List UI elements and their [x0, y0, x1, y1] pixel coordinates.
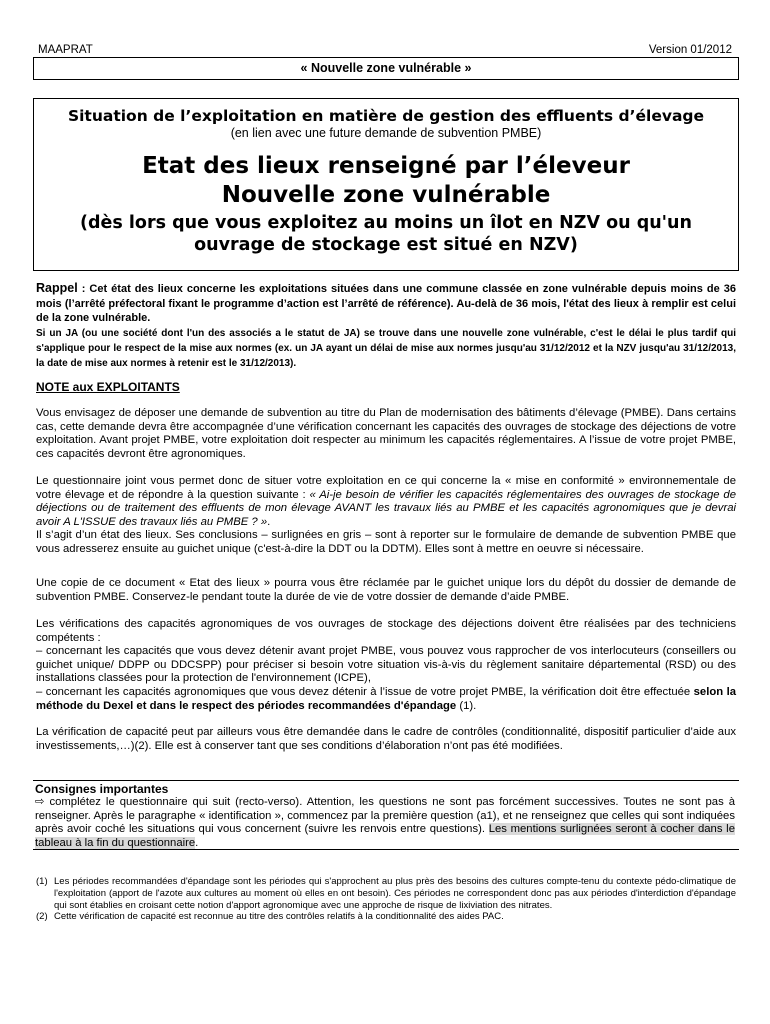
- dexel-method: selon la méthode du Dexel et dans le respect des périodes recommandées d'épandage: [36, 685, 736, 712]
- consignes-title: Consignes importantes: [35, 782, 169, 796]
- scope-note-line2: ouvrage de stockage est situé en NZV): [194, 235, 578, 255]
- footnote-text: Les périodes recommandées d'épandage sont les périodes qui s'approchent au plus près des besoins des cultures compte-tenu du contexte pédo-climatique de l'exploitation (apport de l'azote aux cultures au moment où elles en ont besoin). Ces périodes ne correspondent donc pas aux périodes d'interdiction d'épandage qui sont établies en croisant cette notion d'apport agronomique avec une approche de risque de lixiviation des nitrates.: [54, 876, 736, 911]
- verifications-item-2: – concernant les capacités agronomiques que vous devez détenir à l’issue de votre projet PMBE, la vérification doit être effectuée: [36, 685, 694, 698]
- title-box: [33, 98, 739, 271]
- footnote: [36, 911, 736, 923]
- document-title-line1: Etat des lieux renseigné par l’éleveur: [142, 153, 630, 179]
- scope-note: [34, 212, 738, 256]
- paragraph-questionnaire: [36, 475, 736, 557]
- questionnaire-text: Le questionnaire joint vous permet donc de situer votre exploitation en ce qui concerne la « mise en conformité » environnementale de votre élevage et de répondre à la question suivante :: [36, 475, 736, 501]
- note-title: NOTE aux EXPLOITANTS: [36, 380, 180, 394]
- ministry-label: MAAPRAT: [38, 44, 93, 56]
- zone-banner: « Nouvelle zone vulnérable »: [33, 57, 739, 80]
- paragraph-verifications: [36, 618, 736, 713]
- paragraph-controls: La vérification de capacité peut par ailleurs vous être demandée dans le cadre de contrôles (conditionnalité, dispositif particulier d’aide aux investissements,…)(2). Elle est à conserver tant que ses conditions d’élaboration n’ont pas été modifiées.: [36, 726, 736, 752]
- rappel-text: : Cet état des lieux concerne les exploitations situées dans une commune classée en zone vulnérable depuis moins de 36 mois (l’arrêté préfectoral fixant le programme d’action est l’arrêté de référence). Au-delà de 36 mois, l'état des lieux à remplir est celui de la zone vulnérable.: [36, 283, 736, 324]
- etat-des-lieux-text: Il s’agit d’un état des lieux. Ses conclusions – surlignées en gris – sont à reporter sur le formulaire de demande de subvention PMBE que vous adresserez ensuite au guichet unique (c'est-à-dire la DDT ou la DDTM). Elles sont à mettre en oeuvre si nécessaire.: [36, 529, 736, 555]
- rappel-ja-lead: Si un JA (ou une société dont l'un des associés a le statut de JA): [36, 327, 360, 339]
- verifications-item-1: – concernant les capacités que vous devez détenir avant projet PMBE, vous pouvez vous rapprocher de vos interlocuteurs (conseillers ou guichet unique/ DDPP ou DDCSPP) pour préciser si besoin votre situation vis-à-vis du règlement sanitaire départemental (RSD) ou des installations classées pour la protection de l'environnement (ICPE),: [36, 645, 736, 685]
- footnotes: [36, 876, 736, 923]
- document-title-line2: Nouvelle zone vulnérable: [221, 182, 551, 208]
- paragraph-intro: Vous envisagez de déposer une demande de subvention au titre du Plan de modernisation des bâtiments d’élevage (PMBE). Dans certains cas, cette demande devra être accompagnée d’une vérification concernant les capacités des ouvrages de stockage des déjections de votre exploitation. Avant projet PMBE, votre exploitation doit respecter au minimum les capacités réglementaires. A l’issue de votre projet PMBE, ces capacités devront être agronomiques.: [36, 407, 736, 460]
- situation-title: Situation de l’exploitation en matière de gestion des effluents d’élevage: [67, 107, 705, 125]
- consignes-text: [35, 796, 735, 850]
- rappel-label: Rappel: [36, 281, 78, 295]
- document-title: [34, 152, 738, 210]
- situation-subtitle: (en lien avec une future demande de subvention PMBE): [230, 126, 542, 140]
- footnote-text: Cette vérification de capacité est reconnue au titre des contrôles relatifs à la conditionnalité des aides PAC.: [54, 911, 504, 923]
- rappel-ja-text: se trouve dans une nouvelle zone vulnérable, c'est le délai le plus tardif qui s'applique pour le respect de la mise aux normes (ex. un JA ayant un délai de mise aux normes jusqu'au 31/12/2012 et la NZV jusqu'au 31/12/2013, la date de mise aux normes à retenir est le 31/12/2013).: [36, 327, 736, 369]
- paragraph-copy: Une copie de ce document « Etat des lieux » pourra vous être réclamée par le guichet unique lors du dépôt du dossier de demande de subvention PMBE. Conservez-le pendant toute la durée de vie de votre dossier de demande d’aide PMBE.: [36, 577, 736, 603]
- footnote-number: (1): [36, 876, 48, 887]
- consignes-box: [33, 780, 739, 850]
- highlighted-mention: Les mentions surlignées seront à cocher dans le tableau à la fin du questionnaire: [35, 823, 735, 849]
- consignes-end: .: [195, 836, 199, 849]
- consignes-body: complétez le questionnaire qui suit (recto-verso). Attention, les questions ne sont pas forcément successives. Toutes ne sont pas à renseigner. Après le paragraphe « identification », commencez par la première question (a1), et ne renseignez que celles qui sont indiquées après avoir coché les situations qui vous concernent (suivre les renvois entre questions).: [35, 796, 735, 836]
- scope-note-line1: (dès lors que vous exploitez au moins un îlot en NZV ou qu'un: [80, 213, 692, 233]
- footnote-number: (2): [36, 911, 48, 923]
- verifications-ref: (1).: [456, 699, 477, 712]
- page-header: [38, 44, 732, 58]
- version-label: Version 01/2012: [648, 44, 732, 56]
- arrow-icon: ⇨: [35, 796, 45, 808]
- verifications-intro: Les vérifications des capacités agronomiques de vos ouvrages de stockage des déjections doivent être réalisées par des techniciens compétents :: [36, 618, 736, 644]
- questionnaire-period: .: [267, 515, 271, 528]
- rappel-section: [36, 281, 736, 371]
- questionnaire-question: « Ai-je besoin de vérifier les capacités réglementaires des ouvrages de stockage de déjections ou de traitement des effluents de mon élevage AVANT les travaux liés au PMBE et les capacités agronomiques que je devrai avoir A L'ISSUE des travaux liés au PMBE ? »: [36, 488, 736, 528]
- footnote: [36, 876, 736, 911]
